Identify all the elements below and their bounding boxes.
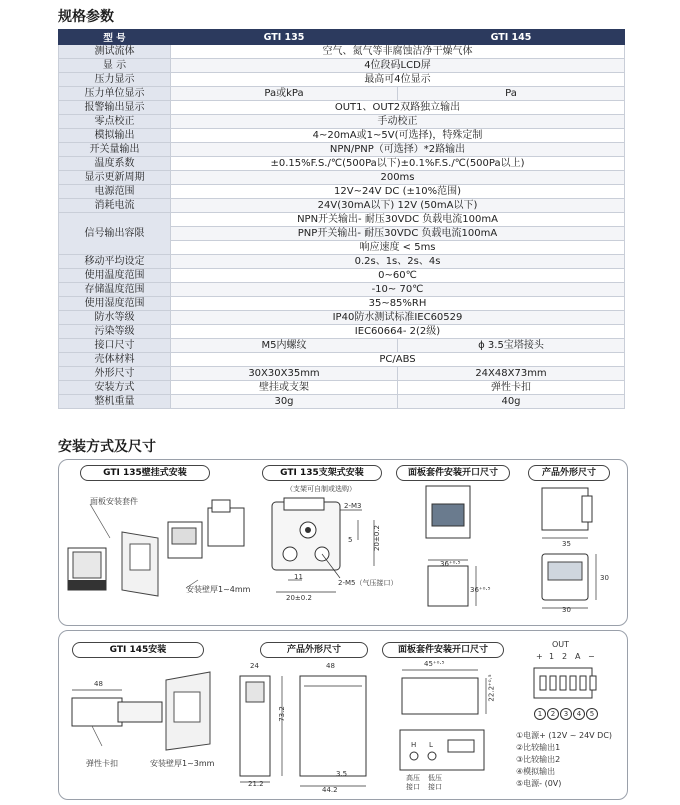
spec-value-gti135: 壁挂或支架 [171, 381, 398, 395]
spec-label: 消耗电流 [59, 199, 171, 213]
spec-value-gti145: 40g [398, 395, 625, 409]
spec-label: 安装方式 [59, 381, 171, 395]
spec-label: 存储温度范围 [59, 283, 171, 297]
spec-row [59, 311, 625, 325]
spec-row [59, 367, 625, 381]
spec-label: 电源范围 [59, 185, 171, 199]
panel-cutout-drawing-1 [408, 482, 508, 620]
tag-gti145-install: GTI 145安装 [72, 642, 204, 658]
label-wall-thickness-2: 安装壁厚1~3mm [150, 759, 215, 768]
spec-label: 防水等级 [59, 311, 171, 325]
spec-label: 测试流体 [59, 45, 171, 59]
spec-value: 35~85%RH [171, 297, 625, 311]
spec-label: 使用温度范围 [59, 269, 171, 283]
gti135-wall-drawing [60, 480, 260, 620]
spec-value: NPN开关输出- 耐压30VDC 负载电流100mA [171, 213, 625, 227]
pin-legend-item: ④模拟输出 [516, 767, 556, 776]
spec-row [59, 45, 625, 59]
spec-row [59, 199, 625, 213]
spec-value: 空气、氮气等非腐蚀洁净干燥气体 [171, 45, 625, 59]
spec-label: 接口尺寸 [59, 339, 171, 353]
spec-label: 信号输出容限 [59, 213, 171, 255]
spec-row [59, 381, 625, 395]
spec-row [59, 269, 625, 283]
dim-24: 24 [250, 662, 259, 670]
spec-value-gti135: 30g [171, 395, 398, 409]
spec-row [59, 129, 625, 143]
spec-label: 外形尺寸 [59, 367, 171, 381]
pin-label: + [536, 652, 543, 661]
spec-value: PNP开关输出- 耐压30VDC 负载电流100mA [171, 227, 625, 241]
spec-value: IEC60664- 2(2级) [171, 325, 625, 339]
spec-title: 规格参数 [58, 9, 114, 25]
connector-pin [550, 676, 556, 690]
spec-row [59, 255, 625, 269]
port-l-label: L [429, 741, 433, 749]
spec-table [58, 29, 625, 409]
spec-value-gti135: Pa或kPa [171, 87, 398, 101]
dim-21-2: 21.2 [248, 780, 264, 788]
spec-value: 响应速度 < 5ms [171, 241, 625, 255]
spec-row-signal [59, 213, 625, 227]
dim-45: 45⁺⁰·⁵ [424, 660, 445, 668]
spec-row [59, 101, 625, 115]
pin-legend-item: ①电源+ (12V ~ 24V DC) [516, 731, 613, 740]
pin-label: 2 [562, 652, 568, 661]
spec-value: PC/ABS [171, 353, 625, 367]
spec-row [59, 185, 625, 199]
dim-2m3: 2-M3 [344, 502, 362, 510]
spec-label: 开关量输出 [59, 143, 171, 157]
header-gti135: GTI 135 [171, 30, 398, 45]
spec-label: 零点校正 [59, 115, 171, 129]
pin-legend-item: ⑤电源- (0V) [516, 779, 562, 788]
dim-36-width: 36⁺⁰·⁵ [440, 560, 461, 568]
outline-drawing-2 [230, 662, 380, 792]
pin-number: 4 [573, 708, 585, 720]
pin-label: A [575, 652, 581, 661]
spec-label: 使用湿度范围 [59, 297, 171, 311]
spec-value-gti145: 24X48X73mm [398, 367, 625, 381]
spec-label: 模拟输出 [59, 129, 171, 143]
spec-row [59, 339, 625, 353]
spec-row [59, 157, 625, 171]
install-title: 安装方式及尺寸 [58, 439, 156, 455]
tag-gti135-wall: GTI 135壁挂式安装 [80, 465, 210, 481]
spec-value-gti135: 30X30X35mm [171, 367, 398, 381]
dim-48-install: 48 [94, 680, 103, 688]
tag-panel-cutout-2: 面板套件安装开口尺寸 [382, 642, 504, 658]
spec-value: 24V(30mA以下) 12V (50mA以下) [171, 199, 625, 213]
dim-36-height: 36⁺⁰·⁵ [470, 586, 491, 594]
spec-row [59, 325, 625, 339]
spec-value: NPN/PNP（可选择）*2路输出 [171, 143, 625, 157]
spec-row [59, 87, 625, 101]
spec-value: -10~ 70℃ [171, 283, 625, 297]
dim-20-horizontal: 20±0.2 [286, 594, 312, 602]
spec-value: 0~60℃ [171, 269, 625, 283]
dim-30-width: 30 [562, 606, 571, 614]
spec-value: ±0.15%F.S./℃(500Pa以下)±0.1%F.S./℃(500Pa以上) [171, 157, 625, 171]
spec-row [59, 171, 625, 185]
dim-22-2: 22.2⁺⁰·⁵ [487, 674, 496, 702]
tag-gti135-bracket: GTI 135支架式安装 [262, 465, 382, 481]
spec-value-gti145: Pa [398, 87, 625, 101]
spec-value: OUT1、OUT2双路独立输出 [171, 101, 625, 115]
spec-label: 显示更新周期 [59, 171, 171, 185]
pin-legend-item: ③比较输出2 [516, 755, 561, 764]
spec-row [59, 297, 625, 311]
pin-number: 2 [547, 708, 559, 720]
spec-row [59, 353, 625, 367]
bracket-note: （支架可自制或选购） [286, 485, 356, 493]
spec-value-gti135: M5内螺纹 [171, 339, 398, 353]
tag-outline-2: 产品外形尺寸 [260, 642, 368, 658]
out-label: OUT [552, 640, 570, 649]
outline-drawing-1 [530, 482, 620, 620]
dim-73-2: 73.2 [277, 706, 286, 722]
connector-pin [560, 676, 566, 690]
connector-pin [580, 676, 586, 690]
spec-row [59, 395, 625, 409]
spec-value: 最高可4位显示 [171, 73, 625, 87]
spec-value: 4~20mA或1~5V(可选择)，特殊定制 [171, 129, 625, 143]
spec-value: 200ms [171, 171, 625, 185]
spec-row [59, 115, 625, 129]
dim-11: 11 [294, 573, 303, 581]
pin-number: 3 [560, 708, 572, 720]
spec-label: 移动平均设定 [59, 255, 171, 269]
spec-label: 温度系数 [59, 157, 171, 171]
spec-value: 4位段码LCD屏 [171, 59, 625, 73]
dim-3-5: 3.5 [336, 770, 348, 778]
dim-30-height: 30 [600, 574, 609, 582]
high-pressure-port: 高压 接口 [406, 774, 420, 791]
spec-label: 压力单位显示 [59, 87, 171, 101]
pin-label: 1 [549, 652, 555, 661]
header-gti145: GTI 145 [398, 30, 625, 45]
spec-label: 污染等级 [59, 325, 171, 339]
low-pressure-port: 低压 接口 [428, 774, 442, 791]
dim-35: 35 [562, 540, 571, 548]
dim-44-2: 44.2 [322, 786, 338, 794]
spec-value: IP40防水测试标准IEC60529 [171, 311, 625, 325]
port-h-label: H [411, 741, 417, 749]
tag-panel-cutout-1: 面板套件安装开口尺寸 [396, 465, 510, 481]
dim-2m5: 2-M5（气压接口） [338, 579, 398, 587]
label-panel-kit: 面板安装套件 [90, 497, 138, 506]
pin-legend-item: ②比较输出1 [516, 743, 561, 752]
spec-value: 手动校正 [171, 115, 625, 129]
spec-label: 壳体材料 [59, 353, 171, 367]
pin-label: − [588, 652, 595, 661]
pin-number: 5 [586, 708, 598, 720]
gti145-install-drawing [62, 664, 252, 754]
dim-20-vertical: 20±0.2 [372, 525, 381, 551]
spec-row [59, 59, 625, 73]
spec-label: 报警输出显示 [59, 101, 171, 115]
spec-value-gti145: 弹性卡扣 [398, 381, 625, 395]
dim-48-outline: 48 [326, 662, 335, 670]
spec-row [59, 283, 625, 297]
label-clip: 弹性卡扣 [86, 759, 118, 768]
dim-5: 5 [348, 536, 353, 544]
spec-value: 0.2s、1s、2s、4s [171, 255, 625, 269]
header-model: 型 号 [59, 30, 171, 45]
spec-label: 压力显示 [59, 73, 171, 87]
panel-cutout-drawing-2 [390, 660, 520, 790]
spec-value: 12V~24V DC (±10%范围) [171, 185, 625, 199]
pin-number: 1 [534, 708, 546, 720]
connector-pin [570, 676, 576, 690]
label-wall-thickness-1: 安装壁厚1~4mm [186, 585, 251, 594]
spec-row [59, 73, 625, 87]
spec-value-gti145: ϕ 3.5宝塔接头 [398, 339, 625, 353]
tag-outline-1: 产品外形尺寸 [528, 465, 610, 481]
spec-label: 整机重量 [59, 395, 171, 409]
spec-row [59, 143, 625, 157]
connector-pin [540, 676, 546, 690]
spec-label: 显 示 [59, 59, 171, 73]
